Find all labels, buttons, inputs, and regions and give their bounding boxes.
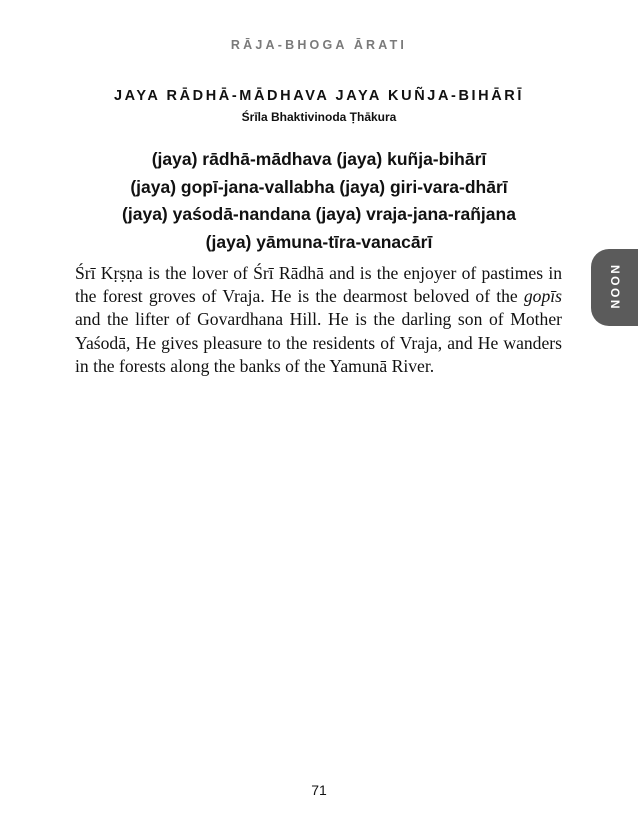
verse-line-2: (jaya) gopī-jana-vallabha (jaya) giri-vara-dhārī	[130, 176, 508, 197]
song-title: JAYA RĀDHĀ-MĀDHAVA JAYA KUÑJA-BIHĀRĪ	[114, 88, 524, 104]
running-header: RĀJA-BHOGA ĀRATI	[230, 38, 408, 52]
section-side-tab-label: NOON	[607, 264, 622, 311]
verse-line-1: (jaya) rādhā-mādhava (jaya) kuñja-bihārī	[151, 149, 487, 169]
verse-block	[0, 146, 638, 256]
translation-text-part-1: Śrī Kṛṣṇa is the lover of Śrī Rādhā and is the enjoyer of pastimes in the forest groves of Vraja. He is the dearmost beloved of the	[75, 263, 562, 307]
song-author: Śrīla Bhaktivinoda Ṭhākura	[241, 110, 397, 124]
verse-line-4: (jaya) yāmuna-tīra-vanacārī	[205, 231, 433, 252]
translation-text-part-2: and the lifter of Govardhana Hill. He is the darling son of Mother Yaśodā, He gives pleasure to the residents of Vraja, and He wanders in the forests along the banks of the Yamunā River.	[75, 309, 562, 376]
translation-paragraph	[75, 262, 562, 378]
translation-italic-word: gopīs	[523, 286, 562, 307]
page-number: 71	[311, 782, 327, 798]
verse-line-3: (jaya) yaśodā-nandana (jaya) vraja-jana-rañjana	[122, 204, 516, 224]
section-side-tab	[591, 249, 638, 326]
